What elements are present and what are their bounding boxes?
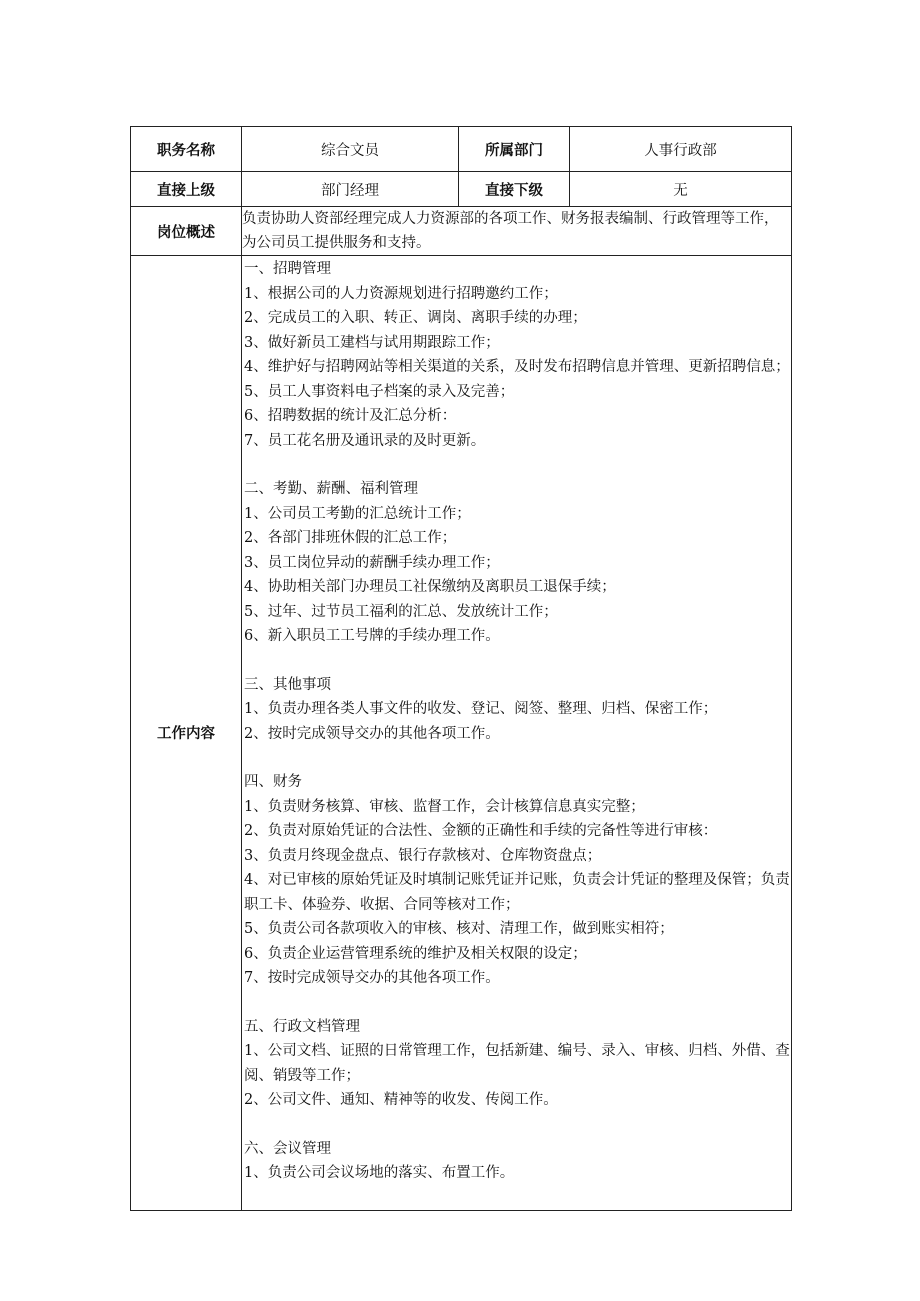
duty-item: 2、完成员工的入职、转正、调岗、离职手续的办理； [244,310,587,326]
superior-label: 直接上级 [131,172,242,207]
duty-item: 1、负责办理各类人事文件的收发、登记、阅签、整理、归档、保密工作； [244,701,718,717]
duty-item: 1、负责公司会议场地的落实、布置工作。 [244,1165,515,1181]
section-heading: 五、行政文档管理 [244,1018,360,1035]
duty-section [244,1137,791,1186]
duty-item: 4、协助相关部门办理员工社保缴纳及离职员工退保手续； [244,579,616,595]
duty-item: 2、各部门排班休假的汇总工作； [244,530,457,546]
summary-label: 岗位概述 [131,207,242,256]
duty-section [244,1015,791,1113]
duty-item: 1、公司文档、证照的日常管理工作，包括新建、编号、录入、审核、归档、外借、查阅、销毁等工作； [244,1043,790,1084]
duty-item: 1、负责财务核算、审核、监督工作，会计核算信息真实完整； [244,798,645,815]
duty-section [244,673,791,747]
subordinate-label: 直接下级 [459,172,570,207]
section-heading: 六、会议管理 [244,1140,331,1157]
duty-item: 1、根据公司的人力资源规划进行招聘邀约工作； [244,285,558,302]
content-cell [242,256,792,1211]
section-heading: 一、招聘管理 [244,261,331,277]
duty-item: 6、新入职员工工号牌的手续办理工作。 [244,628,500,644]
section-heading: 二、考勤、薪酬、福利管理 [244,481,418,497]
section-heading: 四、财务 [244,774,302,790]
duty-item: 3、负责月终现金盘点、银行存款核对、仓库物资盘点； [244,847,602,864]
duty-item: 5、负责公司各款项收入的审核、核对、清理工作，做到账实相符； [244,921,674,937]
duty-item: 3、员工岗位异动的薪酬手续办理工作； [244,554,500,571]
row-content [131,256,792,1211]
duty-item: 2、按时完成领导交办的其他各项工作。 [244,725,500,742]
row-superior-subordinate [131,172,792,207]
duty-item: 7、按时完成领导交办的其他各项工作。 [244,970,500,986]
duty-item: 6、负责企业运营管理系统的维护及相关权限的设定； [244,945,587,962]
superior-value: 部门经理 [242,172,459,207]
duty-item: 3、做好新员工建档与试用期跟踪工作； [244,334,500,351]
row-summary [131,207,792,256]
department-label: 所属部门 [459,127,570,172]
job-title-value: 综合文员 [242,127,459,172]
section-heading: 三、其他事项 [244,676,331,693]
content-label: 工作内容 [131,256,242,1211]
duty-section [244,257,791,453]
duty-item: 2、公司文件、通知、精神等的收发、传阅工作。 [244,1092,558,1108]
duty-item: 4、对已审核的原始凭证及时填制记账凭证并记账，负责会计凭证的整理及保管；负责职工卡、体验券、收据、合同等核对工作； [244,872,790,913]
duty-item: 7、员工花名册及通讯录的及时更新。 [244,432,486,449]
job-description-table [130,126,792,1211]
duty-section [244,477,791,649]
department-value: 人事行政部 [570,127,792,172]
job-title-label: 职务名称 [131,127,242,172]
summary-text: 负责协助人资部经理完成人力资源部的各项工作、财务报表编制、行政管理等工作，为公司员工提供服务和支持。 [242,207,792,256]
duty-item: 4、维护好与招聘网站等相关渠道的关系，及时发布招聘信息并管理、更新招聘信息； [244,359,790,375]
duty-item: 5、过年、过节员工福利的汇总、发放统计工作； [244,603,558,620]
duty-section [244,770,791,991]
row-title-dept [131,127,792,172]
content-sections [242,256,791,1186]
duty-item: 2、负责对原始凭证的合法性、金额的正确性和手续的完备性等进行审核： [244,823,718,839]
duty-item: 1、公司员工考勤的汇总统计工作； [244,505,471,522]
subordinate-value: 无 [570,172,792,207]
duty-item: 5、员工人事资料电子档案的录入及完善； [244,383,515,400]
duty-item: 6、招聘数据的统计及汇总分析： [244,408,457,424]
